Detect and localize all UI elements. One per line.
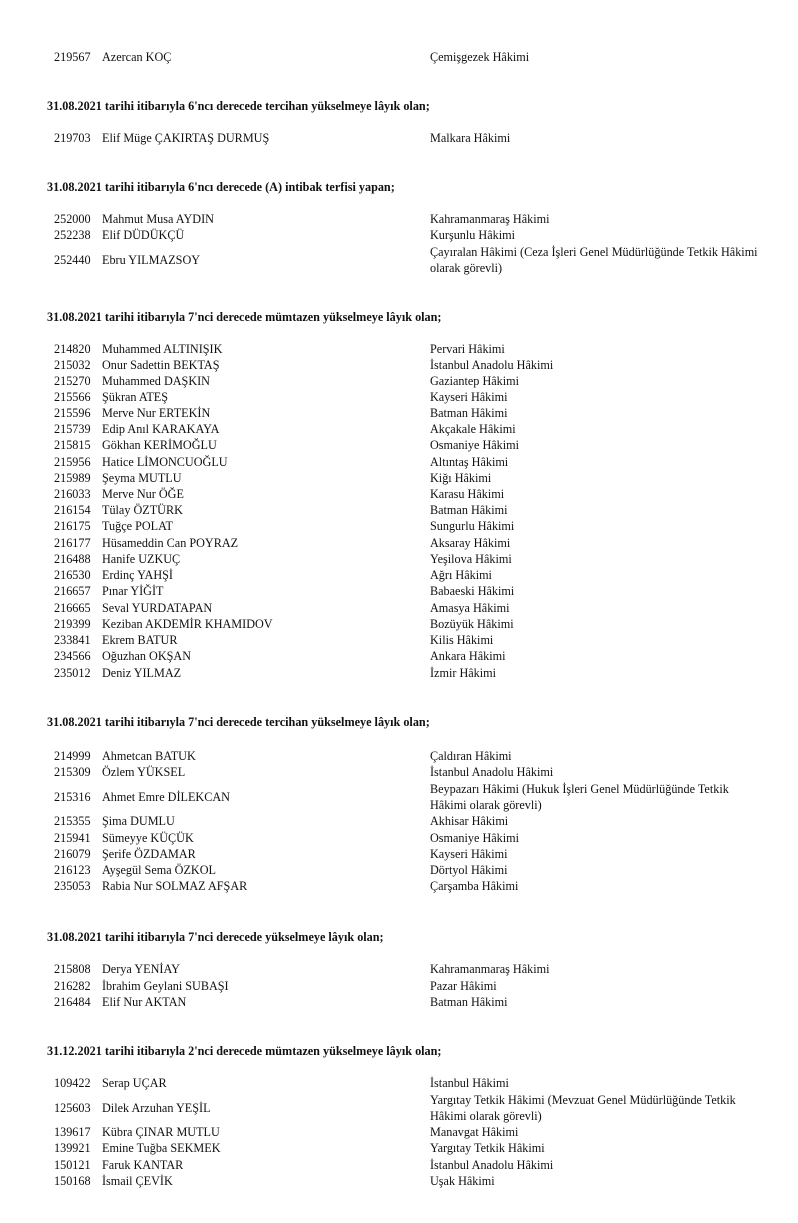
list-item (0, 373, 798, 389)
registry-number: 215270 (54, 374, 91, 388)
position-title: Batman Hâkimi (430, 995, 508, 1009)
position-title: Pervari Hâkimi (430, 342, 505, 356)
section-heading: 31.12.2021 tarihi itibarıyla 2'nci derecede mümtazen yükselmeye lâyık olan; (47, 1044, 442, 1058)
person-name: Muhammed ALTINIŞIK (102, 342, 223, 356)
position-title: Kilis Hâkimi (430, 633, 494, 647)
registry-number: 234566 (54, 649, 91, 663)
registry-number: 214999 (54, 749, 91, 763)
registry-number: 216154 (54, 503, 91, 517)
person-name: Emine Tuğba SEKMEK (102, 1141, 221, 1155)
registry-number: 216484 (54, 995, 91, 1009)
registry-number: 215596 (54, 406, 91, 420)
person-name: Tülay ÖZTÜRK (102, 503, 183, 517)
person-name: Keziban AKDEMİR KHAMIDOV (102, 617, 273, 631)
registry-number: 215989 (54, 471, 91, 485)
registry-number: 215566 (54, 390, 91, 404)
section-heading: 31.08.2021 tarihi itibarıyla 6'ncı derecede tercihan yükselmeye lâyık olan; (47, 99, 430, 113)
list-item (0, 421, 798, 437)
list-item (0, 502, 798, 518)
person-name: Kübra ÇINAR MUTLU (102, 1125, 220, 1139)
position-title: Kurşunlu Hâkimi (430, 228, 515, 242)
person-name: Derya YENİAY (102, 962, 180, 976)
position-title: Altıntaş Hâkimi (430, 455, 509, 469)
registry-number: 216123 (54, 863, 91, 877)
registry-number: 150168 (54, 1174, 91, 1188)
registry-number: 216665 (54, 601, 91, 615)
position-title: Kayseri Hâkimi (430, 390, 508, 404)
position-title: Karasu Hâkimi (430, 487, 505, 501)
registry-number: 215739 (54, 422, 91, 436)
registry-number: 215808 (54, 962, 91, 976)
registry-number: 216282 (54, 979, 91, 993)
position-title: Akçakale Hâkimi (430, 422, 516, 436)
person-name: Erdinç YAHŞİ (102, 568, 173, 582)
list-item (0, 211, 798, 227)
position-title: İstanbul Anadolu Hâkimi (430, 358, 554, 372)
position-title: Çarşamba Hâkimi (430, 879, 519, 893)
list-item (0, 600, 798, 616)
registry-number: 215355 (54, 814, 91, 828)
position-title: Batman Hâkimi (430, 406, 508, 420)
position-title: Ağrı Hâkimi (430, 568, 492, 582)
section-heading: 31.08.2021 tarihi itibarıyla 7'nci derecede tercihan yükselmeye lâyık olan; (47, 715, 430, 729)
registry-number: 215032 (54, 358, 91, 372)
list-item (0, 567, 798, 583)
registry-number: 219399 (54, 617, 91, 631)
person-name: Ebru YILMAZSOY (102, 253, 201, 267)
person-name: Şükran ATEŞ (102, 390, 169, 404)
registry-number: 139617 (54, 1125, 91, 1139)
person-name: Onur Sadettin BEKTAŞ (102, 358, 220, 372)
person-name: Deniz YILMAZ (102, 666, 182, 680)
position-title: Çaldıran Hâkimi (430, 749, 512, 763)
position-title: Bozüyük Hâkimi (430, 617, 514, 631)
person-name: Pınar YİĞİT (102, 584, 164, 598)
person-name: Faruk KANTAR (102, 1158, 184, 1172)
registry-number: 235012 (54, 666, 91, 680)
person-name: Ekrem BATUR (102, 633, 178, 647)
person-name: Şerife ÖZDAMAR (102, 847, 196, 861)
list-item (0, 518, 798, 534)
registry-number: 215815 (54, 438, 91, 452)
position-title: Uşak Hâkimi (430, 1174, 495, 1188)
list-item (0, 1124, 798, 1140)
person-name: Ayşegül Sema ÖZKOL (102, 863, 216, 877)
list-item (0, 341, 798, 357)
position-title: Yargıtay Tetkik Hâkimi (Mevzuat Genel Müdürlüğünde Tetkik Hâkimi olarak görevli) (430, 1093, 736, 1123)
position-title: Yargıtay Tetkik Hâkimi (430, 1141, 545, 1155)
registry-number: 216488 (54, 552, 91, 566)
position-title: Osmaniye Hâkimi (430, 831, 520, 845)
list-item (0, 1092, 798, 1124)
list-item (0, 632, 798, 648)
list-item (0, 244, 798, 276)
person-name: Şima DUMLU (102, 814, 175, 828)
list-item (0, 357, 798, 373)
registry-number: 216175 (54, 519, 91, 533)
position-title: İzmir Hâkimi (430, 666, 496, 680)
list-item (0, 846, 798, 862)
registry-number: 252238 (54, 228, 91, 242)
section-heading: 31.08.2021 tarihi itibarıyla 7'nci derecede yükselmeye lâyık olan; (47, 930, 384, 944)
registry-number: 216657 (54, 584, 91, 598)
person-name: Özlem YÜKSEL (102, 765, 186, 779)
list-item (0, 1157, 798, 1173)
list-item (0, 454, 798, 470)
registry-number: 215316 (54, 790, 91, 804)
list-item (0, 830, 798, 846)
person-name: Dilek Arzuhan YEŞİL (102, 1101, 211, 1115)
person-name: Ahmet Emre DİLEKCAN (102, 790, 230, 804)
position-title: İstanbul Anadolu Hâkimi (430, 765, 554, 779)
person-name: Serap UÇAR (102, 1076, 167, 1090)
registry-number: 216530 (54, 568, 91, 582)
position-title: Gaziantep Hâkimi (430, 374, 520, 388)
list-item (0, 862, 798, 878)
person-name: Şeyma MUTLU (102, 471, 182, 485)
position-title: Babaeski Hâkimi (430, 584, 515, 598)
registry-number: 215956 (54, 455, 91, 469)
registry-number: 216033 (54, 487, 91, 501)
list-item (0, 781, 798, 813)
person-name: Ahmetcan BATUK (102, 749, 196, 763)
registry-number: 150121 (54, 1158, 91, 1172)
list-item (0, 1140, 798, 1156)
registry-number: 219703 (54, 131, 91, 145)
person-name: Elif DÜDÜKÇÜ (102, 228, 185, 242)
list-item (0, 978, 798, 994)
list-item (0, 648, 798, 664)
position-title: Kahramanmaraş Hâkimi (430, 212, 550, 226)
person-name: Azercan KOÇ (102, 50, 172, 64)
list-item (0, 813, 798, 829)
list-item (0, 130, 798, 146)
registry-number: 214820 (54, 342, 91, 356)
person-name: Hüsameddin Can POYRAZ (102, 536, 239, 550)
list-item (0, 616, 798, 632)
registry-number: 233841 (54, 633, 91, 647)
list-item (0, 227, 798, 243)
position-title: Yeşilova Hâkimi (430, 552, 512, 566)
list-item (0, 535, 798, 551)
list-item (0, 665, 798, 681)
registry-number: 219567 (54, 50, 91, 64)
position-title: Batman Hâkimi (430, 503, 508, 517)
section-heading: 31.08.2021 tarihi itibarıyla 7'nci derecede mümtazen yükselmeye lâyık olan; (47, 310, 442, 324)
person-name: Elif Müge ÇAKIRTAŞ DURMUŞ (102, 131, 270, 145)
person-name: Hatice LİMONCUOĞLU (102, 455, 228, 469)
list-item (0, 961, 798, 977)
position-title: Kahramanmaraş Hâkimi (430, 962, 550, 976)
registry-number: 216177 (54, 536, 91, 550)
person-name: Elif Nur AKTAN (102, 995, 187, 1009)
list-item (0, 1075, 798, 1091)
list-item (0, 49, 798, 65)
person-name: Rabia Nur SOLMAZ AFŞAR (102, 879, 248, 893)
list-item (0, 405, 798, 421)
list-item (0, 389, 798, 405)
person-name: İbrahim Geylani SUBAŞI (102, 979, 229, 993)
list-item (0, 486, 798, 502)
registry-number: 235053 (54, 879, 91, 893)
person-name: Oğuzhan OKŞAN (102, 649, 192, 663)
person-name: Seval YURDATAPAN (102, 601, 213, 615)
position-title: İstanbul Anadolu Hâkimi (430, 1158, 554, 1172)
position-title: Akhisar Hâkimi (430, 814, 509, 828)
person-name: Hanife UZKUÇ (102, 552, 181, 566)
registry-number: 215941 (54, 831, 91, 845)
list-item (0, 878, 798, 894)
person-name: Mahmut Musa AYDIN (102, 212, 214, 226)
position-title: Osmaniye Hâkimi (430, 438, 520, 452)
position-title: Amasya Hâkimi (430, 601, 510, 615)
list-item (0, 551, 798, 567)
position-title: Beypazarı Hâkimi (Hukuk İşleri Genel Müdürlüğünde Tetkik Hâkimi olarak görevli) (430, 782, 729, 812)
position-title: Aksaray Hâkimi (430, 536, 511, 550)
position-title: Manavgat Hâkimi (430, 1125, 519, 1139)
position-title: Kiğı Hâkimi (430, 471, 492, 485)
registry-number: 109422 (54, 1076, 91, 1090)
position-title: Çayıralan Hâkimi (Ceza İşleri Genel Müdürlüğünde Tetkik Hâkimi olarak görevli) (430, 245, 758, 275)
registry-number: 216079 (54, 847, 91, 861)
position-title: Ankara Hâkimi (430, 649, 506, 663)
list-item (0, 437, 798, 453)
registry-number: 125603 (54, 1101, 91, 1115)
section-heading: 31.08.2021 tarihi itibarıyla 6'ncı derecede (A) intibak terfisi yapan; (47, 180, 395, 194)
person-name: Merve Nur ÖĞE (102, 487, 184, 501)
position-title: İstanbul Hâkimi (430, 1076, 509, 1090)
position-title: Dörtyol Hâkimi (430, 863, 508, 877)
person-name: İsmail ÇEVİK (102, 1174, 173, 1188)
registry-number: 252440 (54, 253, 91, 267)
registry-number: 215309 (54, 765, 91, 779)
registry-number: 252000 (54, 212, 91, 226)
position-title: Pazar Hâkimi (430, 979, 497, 993)
position-title: Sungurlu Hâkimi (430, 519, 515, 533)
position-title: Malkara Hâkimi (430, 131, 511, 145)
position-title: Kayseri Hâkimi (430, 847, 508, 861)
list-item (0, 470, 798, 486)
list-item (0, 994, 798, 1010)
person-name: Muhammed DAŞKIN (102, 374, 210, 388)
list-item (0, 1173, 798, 1189)
list-item (0, 764, 798, 780)
list-item (0, 583, 798, 599)
person-name: Gökhan KERİMOĞLU (102, 438, 217, 452)
person-name: Merve Nur ERTEKİN (102, 406, 211, 420)
list-item (0, 748, 798, 764)
person-name: Sümeyye KÜÇÜK (102, 831, 194, 845)
position-title: Çemişgezek Hâkimi (430, 50, 530, 64)
registry-number: 139921 (54, 1141, 91, 1155)
person-name: Edip Anıl KARAKAYA (102, 422, 220, 436)
person-name: Tuğçe POLAT (102, 519, 173, 533)
